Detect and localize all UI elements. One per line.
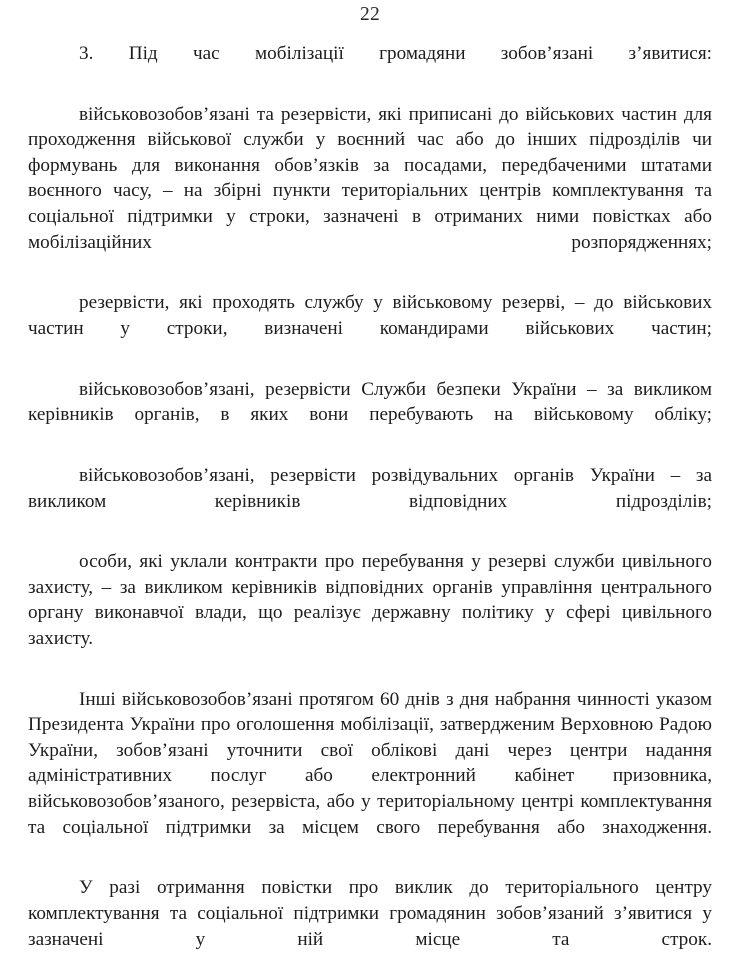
paragraph-clause-3-heading: 3. Під час мобілізації громадяни зобов’язані з’явитися: <box>79 43 712 64</box>
paragraph-summons-received: У разі отримання повістки про виклик до територіального центру комплектування та соціальної підтримки громадянин зобов’язаний з’явитися у зазначені у ній місце та строк. <box>28 877 712 950</box>
page-number: 22 <box>360 4 380 25</box>
paragraph-intelligence-agencies: військовозобов’язані, резервісти розвідувальних органів України – за викликом керівників відповідних підрозділів; <box>28 464 712 512</box>
paragraph-reservists-military-reserve: резервісти, які проходять службу у військовому резерві, – до військових частин у строки, визначені командирами військових частин; <box>28 292 712 339</box>
document-body <box>28 41 712 978</box>
paragraph-civil-protection-contract: особи, які уклали контракти про перебування у резерві служби цивільного захисту, – за викликом керівників відповідних органів управління центрального органу виконавчої влади, що реалізує державну політику у сфері цивільного захисту. <box>28 551 712 649</box>
paragraph-security-service: військовозобов’язані, резервісти Служби безпеки України – за викликом керівників органів, в яких вони перебувають на військовому обліку; <box>28 378 712 426</box>
paragraph-other-conscripts-60-days: Інші військовозобов’язані протягом 60 днів з дня набрання чинності указом Президента України про оголошення мобілізації, затвердженим Верховною Радою України, зобов’язані уточнити свої облікові дані через центри надання адміністративних послуг або електронний кабінет призовника, військовозобов’язаного, резервіста, або у територіальному центрі комплектування та соціальної підтримки за місцем свого перебування або знаходження. <box>28 688 712 838</box>
paragraph-conscripts-reservists-units: військовозобов’язані та резервісти, які приписані до військових частин для проходження військової служби у воєнний час або до інших підрозділів чи формувань для виконання обов’язків за посадами, передбаченими штатами воєнного часу, – на збірні пункти територіальних центрів комплектування та соціальної підтримки у строки, зазначені в отриманих ними повістках або мобілізаційних розпорядженнях; <box>28 103 712 253</box>
